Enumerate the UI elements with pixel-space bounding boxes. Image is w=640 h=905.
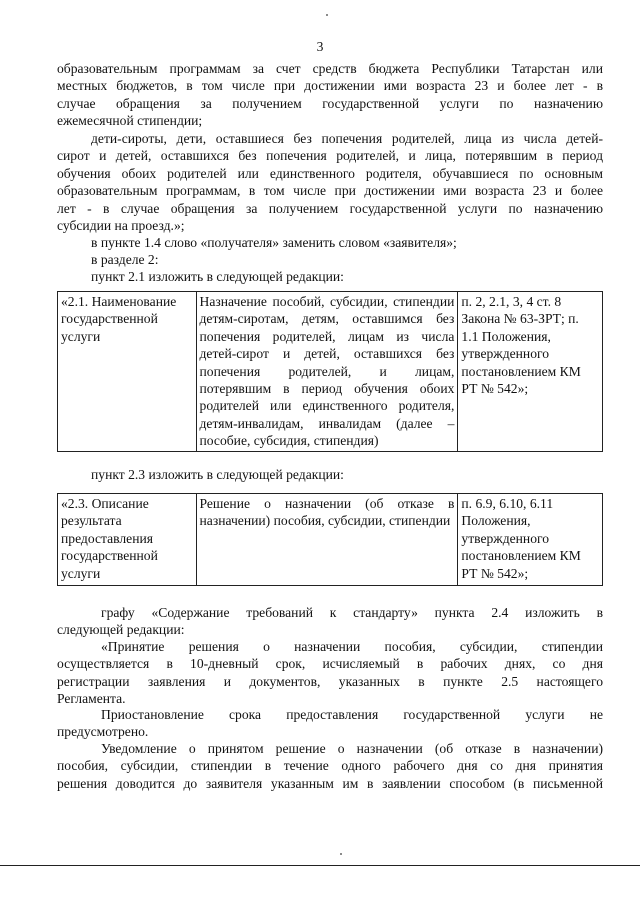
amendment-p14: в пункте 1.4 слово «получателя» заменить словом «заявителя»; [91,235,457,250]
text-line: предусмотрено. [57,724,149,740]
paragraph-4 [57,638,603,708]
text-line: образовательным программам за счет средств бюджета Республики Татарстан или [57,61,603,76]
text-line: Приостановление срока предоставления государственной услуги не [101,707,603,722]
table-point-2-1 [57,291,603,452]
table-cell-reference: п. 6.9, 6.10, 6.11 Положения, утвержденного постановлением КМ РТ № 542»; [458,494,603,586]
text-line: графу «Содержание требований к стандарту» пункта 2.4 изложить в [101,605,603,620]
paragraph-6 [57,740,603,792]
amendment-p23: пункт 2.3 изложить в следующей редакции: [91,467,344,482]
table-cell-name: «2.1. Наименование государственной услуги [58,292,197,452]
text-line: субсидии на проезд.»; [57,218,185,234]
text-line: решения доводится до заявителя указанным им в заявлении способом (в письменной [57,775,603,791]
text-line: дети-сироты, дети, оставшиеся без попечения родителей, лица из числа детей- [91,131,603,146]
text-line: Регламента. [57,691,126,707]
table-cell-name: «2.3. Описание результата предоставления государственной услуги [58,494,197,586]
table-point-2-3 [57,493,603,586]
amendment-p21: пункт 2.1 изложить в следующей редакции: [91,269,344,284]
section-2-heading: в разделе 2: [91,252,159,267]
page-number: 3 [316,39,324,54]
text-line: образовательным программам, в том числе при достижении ими возраста 23 и более [57,183,603,199]
text-line: пособия, субсидии, стипендии в течение одного рабочего дня со дня принятия [57,758,603,774]
text-line: осуществляется в 10-дневный срок, исчисляемый в рабочих днях, со дня [57,656,603,672]
paragraph-3 [57,604,603,639]
paragraph-1 [57,60,603,130]
text-line: ежемесячной стипендии; [57,113,203,129]
text-line: регистрации заявления и документов, указанных в пункте 2.5 настоящего [57,673,603,689]
text-line: местных бюджетов, в том числе при достижении ими возраста 23 и более лет - в [57,78,603,94]
paragraph-5 [57,706,603,741]
scan-speck [340,853,342,855]
table-cell-content: Назначение пособий, субсидии, стипендии детям-сиротам, детям, оставшимся без попечения родителей, лицам из числа детей-сирот и детей, оставшихся без попечения родителей, и лицам, потерявшим в период обучения обоих родителей или единственного родителя, детям-инвалидам, инвалидам (далее – пособие, субсидия, стипендия) [196,292,458,452]
table-cell-reference: п. 2, 2.1, 3, 4 ст. 8 Закона № 63-ЗРТ; п. 1.1 Положения, утвержденного постановлением КМ РТ № 542»; [458,292,603,452]
scan-edge-line [0,865,640,866]
table-row [58,494,603,586]
paragraph-2 [57,130,603,234]
table-cell-content: Решение о назначении (об отказе в назначении) пособия, субсидии, стипендии [196,494,458,586]
text-line: лет - в случае обращения за получением государственной услуги по назначению [57,200,603,216]
text-line: следующей редакции: [57,622,185,638]
text-line: Уведомление о принятом решение о назначении (об отказе в назначении) [101,741,603,756]
scan-speck [326,14,328,16]
text-line: «Принятие решения о назначении пособия, субсидии, стипендии [101,639,603,654]
text-line: обучения обоих родителей или единственного родителя, обучавшиеся по основным [57,165,603,181]
text-line: сирот и детей, оставшихся без попечения родителей, и лица, потерявшим в период [57,148,603,164]
table-row [58,292,603,452]
text-line: случае обращения за получением государственной услуги по назначению [57,95,603,111]
